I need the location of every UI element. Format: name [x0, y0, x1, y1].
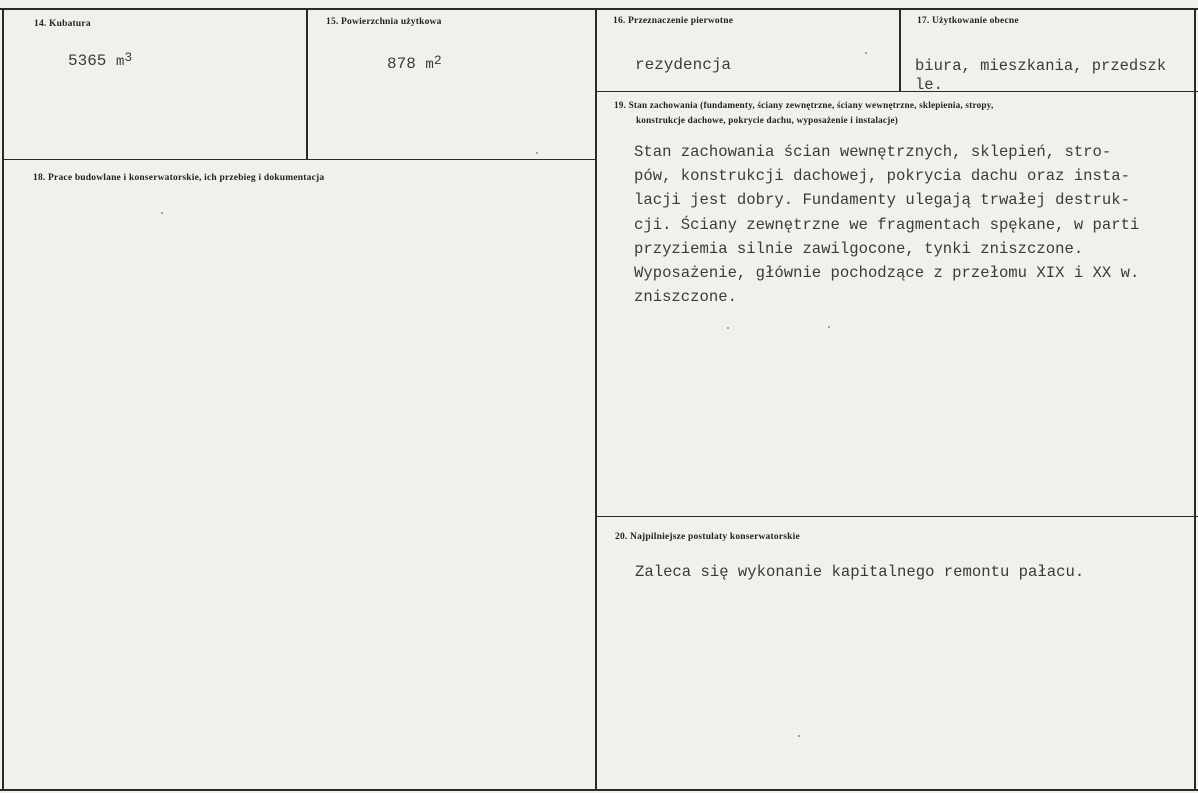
field-17-label: 17. Użytkowanie obecne: [917, 16, 1019, 26]
speck: [865, 52, 867, 54]
field-20-label: 20. Najpilniejsze postulaty konserwatorskie: [615, 532, 800, 542]
text-line: przyziemia silnie zawilgocone, tynki zniszczone.: [634, 239, 1084, 258]
divider-v-14-15: [306, 8, 308, 160]
speck: [798, 735, 800, 737]
volume-number: 5365: [68, 52, 107, 70]
divider-h-16-19: [595, 91, 1198, 92]
speck: [536, 152, 538, 154]
speck: [727, 327, 729, 329]
speck: [161, 212, 163, 214]
field-16-label: 16. Przeznaczenie pierwotne: [613, 16, 734, 26]
text-line: lacji jest dobry. Fundamenty ulegają trwałej destruk-: [634, 191, 1130, 210]
field-14-value: [68, 52, 132, 70]
volume-unit: [116, 50, 133, 70]
speck: [828, 326, 830, 328]
text-line: zniszczone.: [634, 288, 737, 307]
area-unit-symbol: m: [425, 57, 434, 73]
area-unit-exponent: 2: [433, 53, 442, 68]
field-15-value: [387, 55, 442, 73]
divider-v-16-17: [899, 8, 901, 92]
volume-unit-symbol: m: [116, 54, 125, 70]
area-number: 878: [387, 55, 416, 73]
field-16-value: rezydencja: [635, 56, 732, 74]
volume-unit-exponent: 3: [124, 50, 133, 65]
top-border: [0, 8, 1198, 10]
bottom-border: [0, 789, 1198, 791]
field-15-label: 15. Powierzchnia użytkowa: [326, 17, 442, 27]
field-19-label-line1: 19. Stan zachowania (fundamenty, ściany zewnętrzne, ściany wewnętrzne, sklepienia, stropy,: [614, 100, 994, 110]
field-19-label-line2: konstrukcje dachowe, pokrycie dachu, wyposażenie i instalacje): [636, 115, 898, 125]
text-line: Wyposażenie, głównie pochodzące z przełomu XIX i XX w.: [634, 263, 1140, 282]
field-17-value-line1: biura, mieszkania, przedszk: [915, 57, 1167, 75]
divider-v-main: [595, 8, 597, 791]
area-unit: [425, 53, 442, 73]
field-18-label: 18. Prace budowlane i konserwatorskie, ich przebieg i dokumentacja: [33, 173, 325, 183]
divider-h-19-20: [595, 516, 1198, 517]
field-17-value-line2: le.: [915, 76, 943, 91]
text-line: pów, konstrukcji dachowej, pokrycia dachu oraz insta-: [634, 167, 1130, 186]
text-line: cji. Ściany zewnętrzne we fragmentach spękane, w parti: [634, 215, 1140, 234]
left-border: [2, 8, 4, 791]
field-19-text: [634, 140, 1194, 309]
right-border: [1194, 8, 1196, 791]
divider-h-14-18: [2, 159, 597, 160]
field-20-value: Zaleca się wykonanie kapitalnego remontu pałacu.: [635, 563, 1085, 581]
text-line: Stan zachowania ścian wewnętrznych, sklepień, stro-: [634, 143, 1112, 161]
field-14-label: 14. Kubatura: [34, 19, 91, 29]
